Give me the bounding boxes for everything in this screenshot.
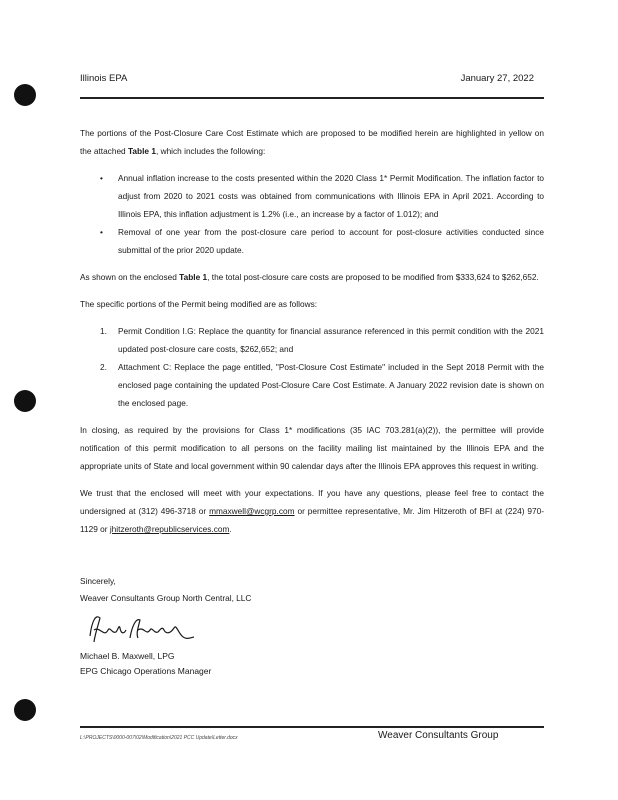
footer-rule [80,726,544,728]
email-link[interactable]: mmaxwell@wcgrp.com [209,506,295,516]
company-name: Weaver Consultants Group North Central, LLC [80,593,252,603]
list-item: 1. Permit Condition I.G: Replace the quantity for financial assurance referenced in this permit condition with the 2021 updated post-closure care costs, $262,652; and [100,326,544,354]
header-rule [80,97,544,99]
modification-list [80,322,544,412]
signer-block [80,649,211,679]
list-item: • Annual inflation increase to the costs presented within the 2020 Class 1* Permit Modification. The inflation factor to adjust from 2020 to 2021 costs was obtained from communications with Illinois EPA in April 2021. According to Illinois EPA, this inflation adjustment is 1.2% (i.e., an increase by a factor of 1.012); and [100,173,544,219]
list-item: • Removal of one year from the post-closure care period to account for post-closure activities conducted since submittal of the prior 2020 update. [100,227,544,255]
footer-company: Weaver Consultants Group [378,730,499,741]
email-link[interactable]: jhitzeroth@republicservices.com [109,524,230,534]
summary-paragraph: As shown on the enclosed Table 1, the total post-closure care costs are proposed to be modified from $333,624 to $262,652. [80,272,539,282]
header-recipient: Illinois EPA [80,73,128,84]
binder-hole [14,390,36,412]
signer-title: EPG Chicago Operations Manager [80,666,212,676]
contact-paragraph: We trust that the enclosed will meet with your expectations. If you have any questions, please feel free to contact the undersigned at (312) 496-3718 or mmaxwell@wcgrp.com or permittee representative, Mr. Jim Hitzeroth of BFI at (224) 970-1129 or jhitzeroth@republicservices.com. [80,488,545,534]
letter-body [80,124,544,547]
header-date: January 27, 2022 [460,73,534,84]
list-item: 2. Attachment C: Replace the page entitled, "Post-Closure Cost Estimate" included in the Sept 2018 Permit with the enclosed page containing the updated Post-Closure Care Cost Estimate. A January 2022 revision date is shown on the enclosed page. [100,362,544,408]
intro-paragraph: The portions of the Post-Closure Care Cost Estimate which are proposed to be modified herein are highlighted in yellow on the attached Table 1, which includes the following: [80,128,544,156]
signature [86,608,196,648]
closing-paragraph: In closing, as required by the provisions for Class 1* modifications (35 IAC 703.281(a)(2)), the permittee will provide notification of this permit modification to all persons on the facility mailing list maintained by the Illinois EPA and the appropriate units of State and local government within 90 calendar days after the Illinois EPA approves this request in writing. [80,425,544,471]
specific-intro: The specific portions of the Permit being modified are as follows: [80,299,318,309]
file-path: L:\PROJECTS\0000-007\02\Modification\2021 PCC Update\Letter.docx [80,735,238,741]
signer-name: Michael B. Maxwell, LPG [80,651,175,661]
change-list [80,169,544,259]
closing-block [80,573,251,607]
binder-hole [14,699,36,721]
binder-hole [14,84,36,106]
salutation: Sincerely, [80,576,116,586]
